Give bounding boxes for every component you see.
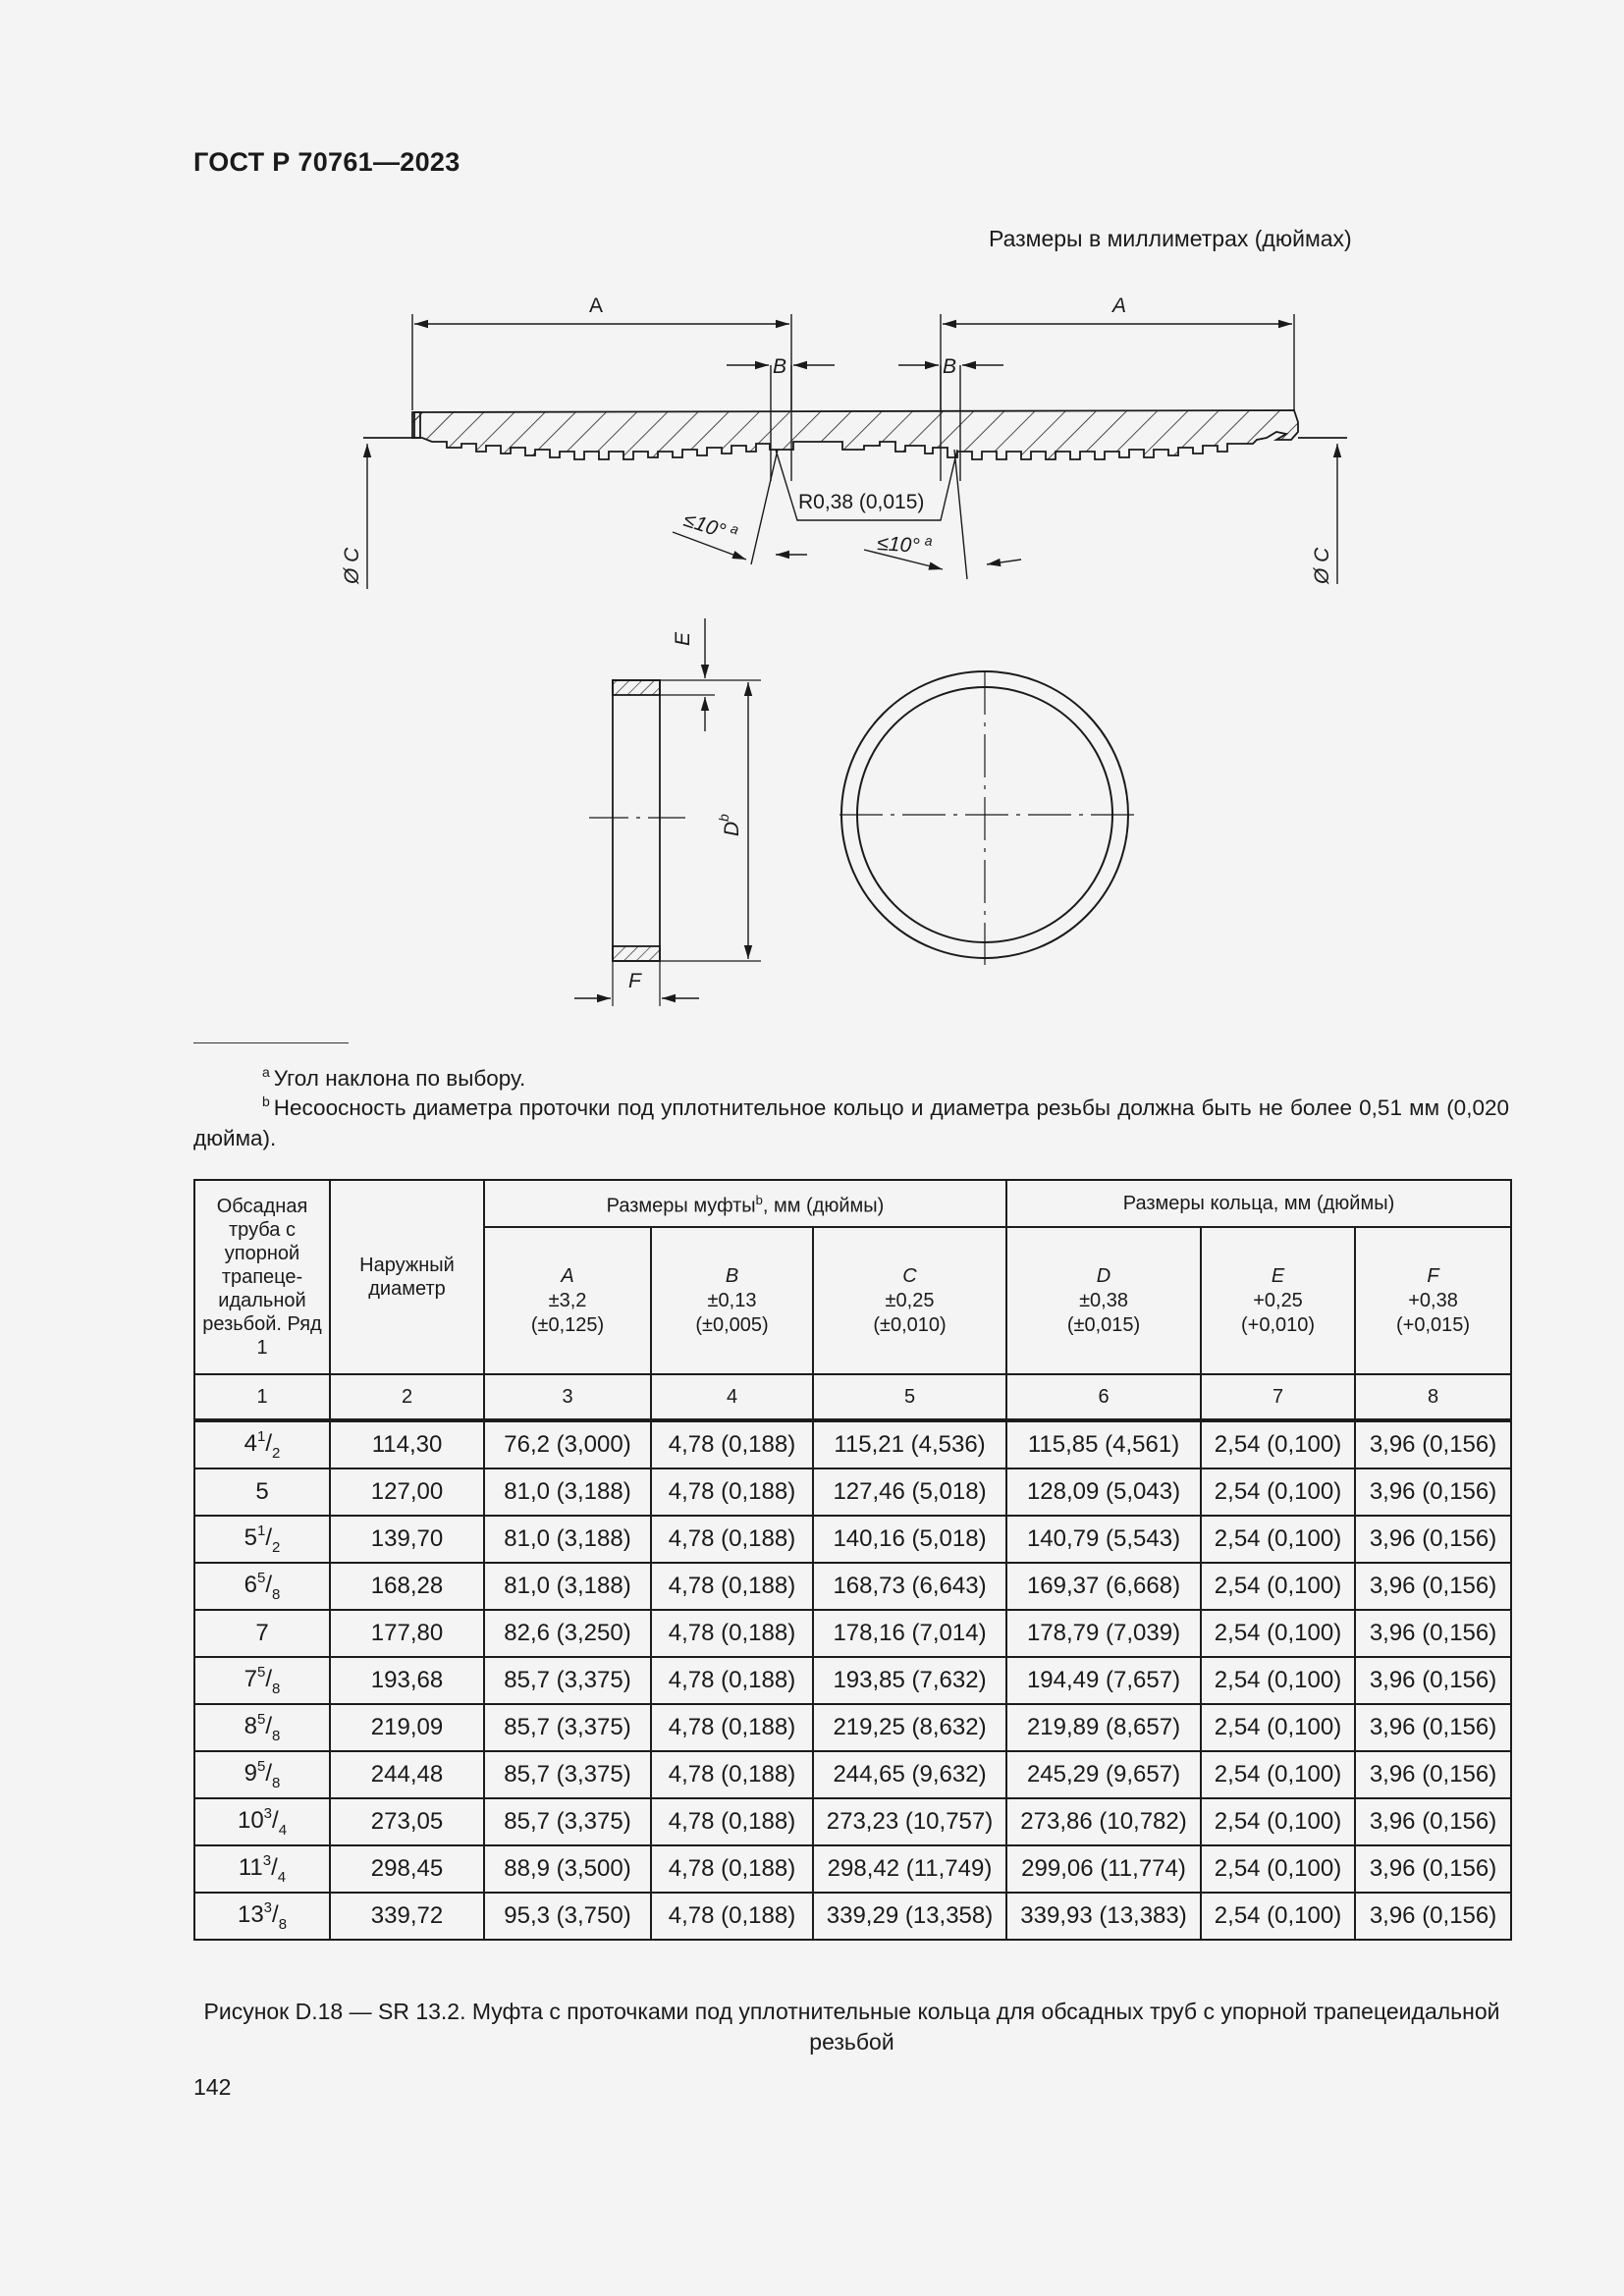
column-number: 6 — [1006, 1374, 1201, 1420]
subheader-d: D ±0,38 (±0,015) — [1006, 1227, 1201, 1374]
label-a-left: A — [589, 294, 604, 317]
subheader-c: C ±0,25 (±0,010) — [813, 1227, 1006, 1374]
column-number: 5 — [813, 1374, 1006, 1420]
casing-size-cell: $6^5/_8$ — [194, 1563, 330, 1610]
svg-text:b: b — [716, 814, 731, 822]
svg-text:≤10°: ≤10° — [876, 532, 921, 559]
column-number: 1 — [194, 1374, 330, 1420]
dimensions-table — [193, 1179, 1512, 1941]
casing-size-cell: $10^3/_4$ — [194, 1798, 330, 1845]
cell-d: 128,09 (5,043) — [1006, 1468, 1201, 1516]
cell-od: 168,28 — [330, 1563, 484, 1610]
cell-b: 4,78 (0,188) — [651, 1657, 813, 1704]
table-row — [194, 1704, 1511, 1751]
cell-e: 2,54 (0,100) — [1201, 1657, 1355, 1704]
cell-e: 2,54 (0,100) — [1201, 1751, 1355, 1798]
header-coupling-group: Размеры муфты$^b$, мм (дюймы) — [484, 1180, 1006, 1227]
cell-od: 298,45 — [330, 1845, 484, 1893]
casing-size-cell: $7^5/_8$ — [194, 1657, 330, 1704]
cell-a: 85,7 (3,375) — [484, 1798, 651, 1845]
casing-size-cell: $9^5/_8$ — [194, 1751, 330, 1798]
cell-b: 4,78 (0,188) — [651, 1468, 813, 1516]
cell-a: 81,0 (3,188) — [484, 1516, 651, 1563]
header-ring-group: Размеры кольца, мм (дюймы) — [1006, 1180, 1511, 1227]
cell-e: 2,54 (0,100) — [1201, 1798, 1355, 1845]
cell-f: 3,96 (0,156) — [1355, 1845, 1511, 1893]
cell-e: 2,54 (0,100) — [1201, 1845, 1355, 1893]
coupling-section — [363, 410, 1347, 459]
label-e: E — [672, 631, 694, 646]
ring-front-view — [839, 671, 1141, 965]
cell-a: 81,0 (3,188) — [484, 1468, 651, 1516]
cell-c: 168,73 (6,643) — [813, 1563, 1006, 1610]
cell-d: 219,89 (8,657) — [1006, 1704, 1201, 1751]
coupling-drawing — [0, 285, 1624, 1031]
svg-text:D: D — [721, 821, 743, 836]
casing-size-cell: $5^1/_2$ — [194, 1516, 330, 1563]
document-header: ГОСТ Р 70761—2023 — [193, 147, 460, 177]
label-f: F — [628, 970, 641, 992]
table-row — [194, 1657, 1511, 1704]
footnote-a: $^a$ Угол наклона по выбору. — [262, 1064, 526, 1091]
cell-f: 3,96 (0,156) — [1355, 1468, 1511, 1516]
cell-e: 2,54 (0,100) — [1201, 1704, 1355, 1751]
cell-f: 3,96 (0,156) — [1355, 1893, 1511, 1940]
cell-a: 85,7 (3,375) — [484, 1751, 651, 1798]
svg-text:a: a — [924, 532, 934, 549]
cell-a: 88,9 (3,500) — [484, 1845, 651, 1893]
label-angle-left — [680, 506, 740, 547]
cell-e: 2,54 (0,100) — [1201, 1893, 1355, 1940]
casing-size-cell: $8^5/_8$ — [194, 1704, 330, 1751]
casing-size-cell: $4^1/_2$ — [194, 1420, 330, 1468]
cell-d: 115,85 (4,561) — [1006, 1420, 1201, 1468]
units-note: Размеры в миллиметрах (дюймах) — [989, 226, 1352, 251]
cell-b: 4,78 (0,188) — [651, 1563, 813, 1610]
cell-a: 81,0 (3,188) — [484, 1563, 651, 1610]
subheader-b: B ±0,13 (±0,005) — [651, 1227, 813, 1374]
column-number: 4 — [651, 1374, 813, 1420]
cell-e: 2,54 (0,100) — [1201, 1610, 1355, 1657]
column-number: 7 — [1201, 1374, 1355, 1420]
cell-a: 82,6 (3,250) — [484, 1610, 651, 1657]
cell-c: 298,42 (11,749) — [813, 1845, 1006, 1893]
cell-od: 177,80 — [330, 1610, 484, 1657]
cell-f: 3,96 (0,156) — [1355, 1657, 1511, 1704]
casing-size-cell: 5 — [194, 1468, 330, 1516]
cell-b: 4,78 (0,188) — [651, 1704, 813, 1751]
cell-f: 3,96 (0,156) — [1355, 1420, 1511, 1468]
column-number: 3 — [484, 1374, 651, 1420]
cell-e: 2,54 (0,100) — [1201, 1468, 1355, 1516]
label-b-right: B — [943, 355, 957, 378]
svg-text:a: a — [729, 519, 741, 538]
angle-markers — [673, 532, 1021, 569]
cell-b: 4,78 (0,188) — [651, 1420, 813, 1468]
cell-c: 115,21 (4,536) — [813, 1420, 1006, 1468]
subheader-e: E +0,25 (+0,010) — [1201, 1227, 1355, 1374]
cell-od: 244,48 — [330, 1751, 484, 1798]
cell-d: 169,37 (6,668) — [1006, 1563, 1201, 1610]
cell-b: 4,78 (0,188) — [651, 1516, 813, 1563]
label-b-left: B — [773, 355, 787, 378]
footnote-b: $^b$ Несоосность диаметра проточки под уплотнительное кольцо и диаметра резьбы должна быть не более 0,51 мм (0,020 дюйма). — [193, 1094, 1509, 1150]
cell-a: 76,2 (3,000) — [484, 1420, 651, 1468]
cell-od: 127,00 — [330, 1468, 484, 1516]
ring-side-view — [574, 618, 761, 1006]
header-casing-size: Обсадная труба с упорной трапеце-идальной резьбой. Ряд 1 — [194, 1180, 330, 1374]
cell-c: 140,16 (5,018) — [813, 1516, 1006, 1563]
cell-e: 2,54 (0,100) — [1201, 1516, 1355, 1563]
table-row — [194, 1751, 1511, 1798]
cell-c: 273,23 (10,757) — [813, 1798, 1006, 1845]
table-row — [194, 1420, 1511, 1468]
cell-c: 339,29 (13,358) — [813, 1893, 1006, 1940]
cell-d: 140,79 (5,543) — [1006, 1516, 1201, 1563]
cell-b: 4,78 (0,188) — [651, 1893, 813, 1940]
table-row — [194, 1798, 1511, 1845]
casing-size-cell: 7 — [194, 1610, 330, 1657]
column-number: 2 — [330, 1374, 484, 1420]
footnote-rule — [193, 1042, 349, 1043]
cell-d: 299,06 (11,774) — [1006, 1845, 1201, 1893]
cell-c: 193,85 (7,632) — [813, 1657, 1006, 1704]
dimension-c — [367, 444, 1337, 589]
label-diameter-c-left: Ø C — [341, 547, 363, 584]
svg-text:≤10°: ≤10° — [680, 507, 729, 544]
table-row — [194, 1468, 1511, 1516]
label-d — [716, 814, 743, 836]
dimension-a-right — [941, 314, 1294, 410]
label-diameter-c-right: Ø C — [1311, 547, 1333, 584]
cell-a: 85,7 (3,375) — [484, 1704, 651, 1751]
subheader-a: A ±3,2 (±0,125) — [484, 1227, 651, 1374]
header-outer-diameter: Наружный диаметр — [330, 1180, 484, 1374]
cell-c: 178,16 (7,014) — [813, 1610, 1006, 1657]
cell-b: 4,78 (0,188) — [651, 1610, 813, 1657]
label-angle-right — [877, 529, 934, 559]
cell-f: 3,96 (0,156) — [1355, 1751, 1511, 1798]
cell-f: 3,96 (0,156) — [1355, 1516, 1511, 1563]
subheader-f: F +0,38 (+0,015) — [1355, 1227, 1511, 1374]
table-row — [194, 1610, 1511, 1657]
table-row — [194, 1845, 1511, 1893]
cell-f: 3,96 (0,156) — [1355, 1798, 1511, 1845]
cell-f: 3,96 (0,156) — [1355, 1704, 1511, 1751]
label-a-right: A — [1112, 294, 1127, 317]
table-row — [194, 1563, 1511, 1610]
cell-b: 4,78 (0,188) — [651, 1845, 813, 1893]
label-radius: R0,38 (0,015) — [798, 491, 925, 513]
cell-e: 2,54 (0,100) — [1201, 1420, 1355, 1468]
cell-f: 3,96 (0,156) — [1355, 1610, 1511, 1657]
figure-caption: Рисунок D.18 — SR 13.2. Муфта с проточками под уплотнительные кольца для обсадных труб с упорной трапецеидальной резьбой — [203, 1999, 1500, 2055]
radius-callout — [751, 450, 967, 579]
cell-od: 139,70 — [330, 1516, 484, 1563]
dimension-a-left — [412, 314, 791, 410]
table-row — [194, 1516, 1511, 1563]
casing-size-cell: $13^3/_8$ — [194, 1893, 330, 1940]
cell-od: 219,09 — [330, 1704, 484, 1751]
cell-od: 114,30 — [330, 1420, 484, 1468]
cell-c: 127,46 (5,018) — [813, 1468, 1006, 1516]
cell-d: 245,29 (9,657) — [1006, 1751, 1201, 1798]
casing-size-cell: $11^3/_4$ — [194, 1845, 330, 1893]
cell-d: 194,49 (7,657) — [1006, 1657, 1201, 1704]
cell-a: 85,7 (3,375) — [484, 1657, 651, 1704]
cell-d: 178,79 (7,039) — [1006, 1610, 1201, 1657]
cell-od: 339,72 — [330, 1893, 484, 1940]
cell-c: 244,65 (9,632) — [813, 1751, 1006, 1798]
page-number: 142 — [193, 2074, 232, 2100]
cell-od: 273,05 — [330, 1798, 484, 1845]
cell-od: 193,68 — [330, 1657, 484, 1704]
cell-c: 219,25 (8,632) — [813, 1704, 1006, 1751]
cell-b: 4,78 (0,188) — [651, 1798, 813, 1845]
cell-f: 3,96 (0,156) — [1355, 1563, 1511, 1610]
cell-e: 2,54 (0,100) — [1201, 1563, 1355, 1610]
cell-d: 273,86 (10,782) — [1006, 1798, 1201, 1845]
column-number: 8 — [1355, 1374, 1511, 1420]
table-row — [194, 1893, 1511, 1940]
cell-d: 339,93 (13,383) — [1006, 1893, 1201, 1940]
cell-b: 4,78 (0,188) — [651, 1751, 813, 1798]
cell-a: 95,3 (3,750) — [484, 1893, 651, 1940]
